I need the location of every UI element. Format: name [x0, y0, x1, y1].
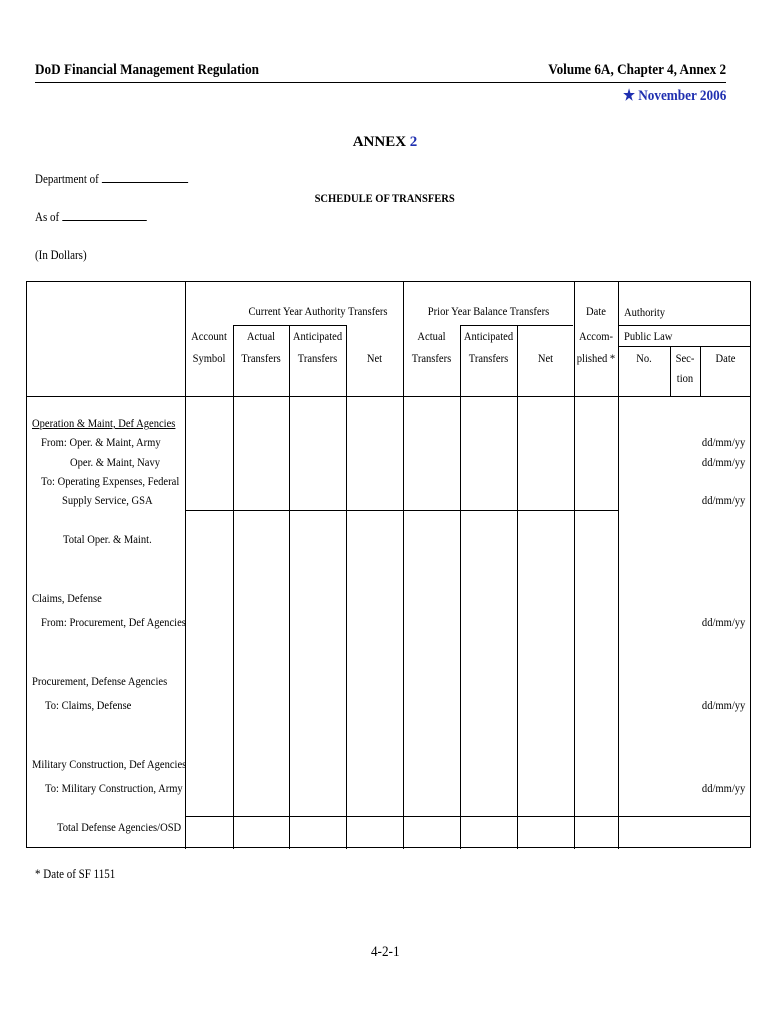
hdr-cy-actual-transfers: Transfers [241, 351, 281, 365]
col-divider [574, 282, 575, 849]
volume-chapter: Volume 6A, Chapter 4, Annex 2 [548, 62, 726, 78]
date-value: dd/mm/yy [701, 615, 745, 629]
as-of-line [35, 209, 146, 225]
col-divider [517, 325, 518, 849]
hdr-accomplished: Accom- [578, 329, 614, 343]
col-divider [233, 325, 234, 849]
row-om-to-gsa: Supply Service, GSA [62, 493, 153, 507]
subtotal-rule [185, 510, 618, 511]
annex-number: 2 [409, 134, 418, 150]
row-proc-to: To: Claims, Defense [45, 698, 132, 712]
schedule-title: SCHEDULE OF TRANSFERS [314, 191, 456, 205]
row-grand-total: Total Defense Agencies/OSD [57, 820, 182, 834]
hdr-symbol: Symbol [192, 351, 226, 365]
row-om-navy: Oper. & Maint, Navy [70, 455, 161, 469]
star-icon: ★ [622, 88, 635, 104]
department-field[interactable] [102, 171, 188, 183]
hdr-py-net: Net [537, 351, 554, 365]
as-of-label: As of [35, 210, 60, 224]
col-divider [346, 325, 347, 849]
total-rule [185, 816, 751, 817]
col-divider [403, 282, 404, 849]
hdr-py-actual-transfers: Transfers [411, 351, 452, 365]
department-line [35, 171, 188, 187]
hdr-section-2: tion [676, 371, 694, 385]
hdr-cy-anticipated-transfers: Transfers [297, 351, 338, 365]
revision-date [623, 86, 726, 105]
row-om-to: To: Operating Expenses, Federal [41, 474, 180, 488]
regulation-title: DoD Financial Management Regulation [35, 62, 260, 78]
col-divider [700, 346, 701, 397]
hdr-plished: plished * [576, 351, 616, 365]
group-date: Date [586, 304, 606, 318]
header-rule [35, 82, 726, 83]
row-claims-from: From: Procurement, Def Agencies [41, 615, 186, 629]
row-divider [618, 325, 751, 326]
date-value: dd/mm/yy [701, 455, 745, 469]
row-divider [618, 346, 751, 347]
row-claims-heading: Claims, Defense [32, 591, 102, 605]
hdr-public-law: Public Law [624, 329, 673, 343]
page-number: 4-2-1 [370, 944, 400, 960]
hdr-cy-net: Net [366, 351, 383, 365]
date-value: dd/mm/yy [701, 435, 745, 449]
hdr-py-anticipated-transfers: Transfers [468, 351, 509, 365]
footnote: * Date of SF 1151 [35, 867, 116, 881]
row-milcon-to: To: Military Construction, Army [45, 781, 183, 795]
revision-date-text: November 2006 [637, 88, 726, 104]
row-milcon-heading: Military Construction, Def Agencies [32, 757, 187, 771]
hdr-law-date: Date [715, 351, 736, 365]
header-bottom-rule [27, 396, 751, 397]
hdr-section: Sec- [675, 351, 695, 365]
units-label: (In Dollars) [35, 248, 87, 262]
department-label: Department of [35, 172, 99, 186]
hdr-cy-actual: Actual [246, 329, 276, 343]
schedule-table [26, 281, 751, 848]
hdr-py-actual: Actual [417, 329, 446, 343]
col-divider [460, 325, 461, 849]
date-value: dd/mm/yy [701, 781, 745, 795]
row-om-from-army: From: Oper. & Maint, Army [41, 435, 161, 449]
col-divider [618, 282, 619, 849]
hdr-py-anticipated: Anticipated [463, 329, 514, 343]
as-of-field[interactable] [62, 209, 146, 221]
group-current-year: Current Year Authority Transfers [248, 304, 388, 318]
col-divider [289, 325, 290, 849]
date-value: dd/mm/yy [701, 493, 745, 507]
row-om-heading: Operation & Maint, Def Agencies [32, 416, 176, 430]
annex-word: ANNEX [352, 134, 407, 150]
row-om-total: Total Oper. & Maint. [63, 532, 152, 546]
date-value: dd/mm/yy [701, 698, 745, 712]
hdr-account: Account [191, 329, 227, 343]
group-authority: Authority [624, 305, 666, 319]
annex-title [0, 134, 770, 151]
hdr-cy-anticipated: Anticipated [292, 329, 343, 343]
group-prior-year: Prior Year Balance Transfers [427, 304, 550, 318]
row-proc-heading: Procurement, Defense Agencies [32, 674, 168, 688]
hdr-law-no: No. [636, 351, 652, 365]
